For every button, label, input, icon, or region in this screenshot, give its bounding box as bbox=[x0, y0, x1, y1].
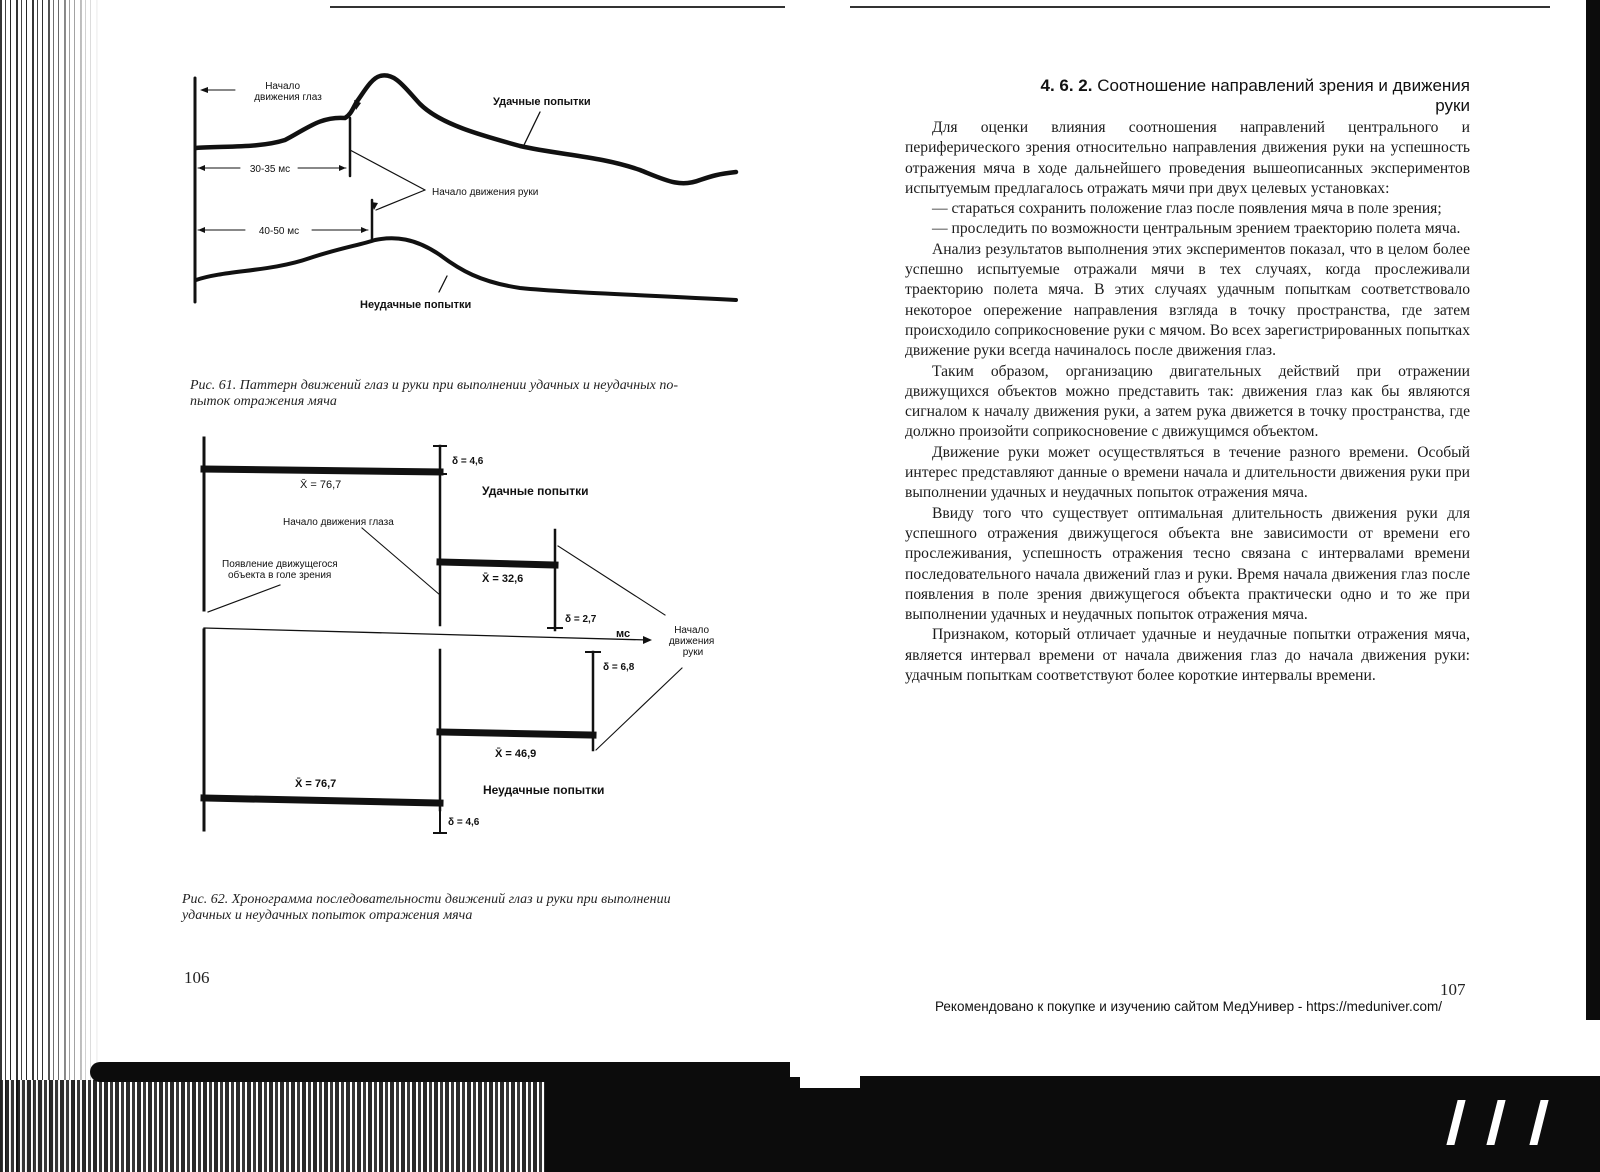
fig62-success-label: Удачные попытки bbox=[482, 484, 589, 498]
paragraph: Для оценки влияния соотношения направлений центрального и периферического зрения относительно направления движения руки на успешность отражения мяча в ходе дальнейшего проведения вышеописанных экспериментов испытуемым предлагалось отражать мячи при двух целевых установках: bbox=[905, 119, 1470, 197]
scan-bottom-band-mid bbox=[800, 1088, 860, 1172]
right-page-number: 107 bbox=[1440, 980, 1466, 999]
fig62-eye-start-label: Начало движения глаза bbox=[283, 517, 394, 528]
fig62-axis-unit: мс bbox=[616, 628, 631, 640]
fig61-interval-1: 30-35 мс bbox=[249, 164, 291, 175]
fig61-success-label: Удачные попытки bbox=[493, 96, 591, 108]
figure-61 bbox=[0, 0, 800, 420]
top-rule-right bbox=[850, 6, 1550, 8]
scan-bottom-band-right bbox=[860, 1076, 1600, 1172]
section-number: 4. 6. 2. bbox=[1040, 76, 1093, 95]
fig62-hand-start-label: Начало движения руки bbox=[668, 625, 715, 658]
paragraph: Движение руки может осуществляться в течение разного времени. Особый интерес представляют данные о времени начала и длительности движения руки при выполнении удачных и неудачных попыток отражения мяча. bbox=[905, 443, 1470, 502]
fig62-bar-fail-hand bbox=[440, 732, 593, 735]
fig61-fail-curve bbox=[196, 238, 736, 300]
figure-62-caption bbox=[182, 892, 752, 924]
footer-note: Рекомендовано к покупке и изучению сайтом МедУнивер - https://meduniver.com/ bbox=[935, 999, 1442, 1014]
fig62-fail-label: Неудачные попытки bbox=[483, 783, 605, 797]
fig62-time-axis bbox=[204, 628, 648, 640]
fig62-bar-success-eye bbox=[204, 469, 440, 472]
paragraph: — проследить по возможности центральным зрением траекторию полета мяча. bbox=[932, 220, 1461, 238]
caption-line: Рис. 62. Хронограмма последовательности движений глаз и руки при выполнении bbox=[182, 892, 671, 907]
fig62-bar-success-hand bbox=[440, 562, 555, 565]
fig61-hand-start-label: Начало движения руки bbox=[432, 187, 539, 198]
caption-line: Рис. 61. Паттерн движений глаз и руки при выполнении удачных и неудачных по- bbox=[190, 378, 679, 393]
fig62-mean-mid: X̄ = 32,6 bbox=[482, 573, 524, 585]
caption-line: удачных и неудачных попыток отражения мяча bbox=[182, 908, 473, 923]
paragraph: — стараться сохранить положение глаз после появления мяча в поле зрения; bbox=[932, 200, 1442, 218]
fig62-delta-top: δ = 4,6 bbox=[452, 456, 484, 467]
fig62-mean-top: X̄ = 76,7 bbox=[300, 479, 342, 491]
left-page-number: 106 bbox=[184, 968, 210, 987]
section-heading bbox=[1030, 76, 1470, 116]
figure-61-caption bbox=[190, 378, 750, 410]
fig62-object-label: Появление движущегося объекта в голе зрения bbox=[222, 559, 338, 581]
fig61-interval-2: 40-50 мс bbox=[258, 226, 300, 237]
fig62-mean-low: X̄ = 46,9 bbox=[495, 748, 537, 760]
paragraph: Признаком, который отличает удачные и неудачные попытки отражения мяча, является интервал времени от начала движения глаз до начала движения руки: удачным попыткам соответствуют более короткие интервалы времени. bbox=[905, 626, 1470, 685]
section-title: Соотношение направлений зрения и движения руки bbox=[1097, 76, 1470, 115]
fig62-delta-mid: δ = 2,7 bbox=[565, 614, 597, 625]
fig62-mean-bottom: X̄ = 76,7 bbox=[295, 778, 337, 790]
fig61-fail-label: Неудачные попытки bbox=[360, 299, 472, 311]
paragraph: Анализ результатов выполнения этих экспериментов показал, что в целом более успешно испытуемые отражали мячи в тех случаях, когда прослеживали траекторию полета мяча. В этих случаях удачным попыткам соответствовало некоторое опережение направления взгляда в точку пространства, где затем происходило соприкосновение руки с мячом. Во всех зарегистрированных попытках движение руки всегда начиналось после движения глаз. bbox=[905, 240, 1470, 360]
fig62-delta-bottom: δ = 4,6 bbox=[448, 817, 480, 828]
body-text bbox=[905, 118, 1470, 686]
scan-edge-right bbox=[1586, 0, 1600, 1020]
paragraph: Ввиду того что существует оптимальная длительность движения руки для успешного отражения движущегося объекта вне зависимости от времени его прослеживания, успешность отражения тесно связана с интервалами времени последовательного начала движений глаз и руки. Время начала движения глаз после появления в поле зрения движущегося объекта практически одно и то же при выполнении удачных и неудачных попыток отражения мяча. bbox=[905, 504, 1470, 624]
fig61-eye-start-label: Начало движения глаз bbox=[254, 81, 322, 103]
figure-62 bbox=[0, 430, 800, 850]
fig62-bar-fail-eye bbox=[204, 798, 440, 803]
caption-line: пыток отражения мяча bbox=[190, 394, 337, 409]
paragraph: Таким образом, организацию двигательных действий при отражении движущихся объектов можно представить так: движения глаз как бы являются сигналом к началу движения руки, а затем рука движется в точку пространства, где должно произойти соприкосновение с движущимся объектом. bbox=[905, 362, 1470, 441]
fig62-delta-low: δ = 6,8 bbox=[603, 662, 635, 673]
